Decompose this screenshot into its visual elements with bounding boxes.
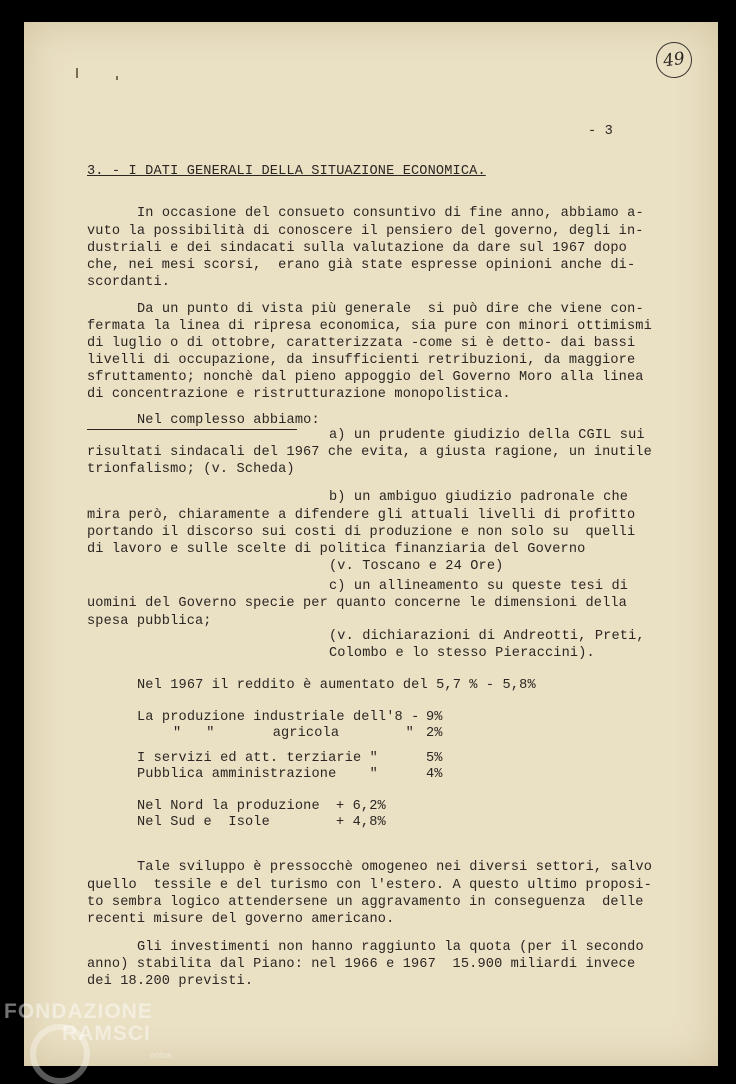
paragraph-2-line: livelli di occupazione, da insufficienti retribuzioni, da maggiore: [87, 353, 636, 368]
paragraph-4-line: Gli investimenti non hanno raggiunto la quota (per il secondo: [137, 940, 644, 955]
watermark-line-2: RAMSCI: [62, 1022, 151, 1045]
paragraph-2-line: di concentrazione e ristrutturazione monopolistica.: [87, 387, 511, 402]
stat-value: + 6,2%: [336, 799, 386, 814]
item-b-reference: (v. Toscano e 24 Ore): [329, 559, 504, 574]
paragraph-1-line: dustriali e dei sindacati sulla valutazione da dare sul 1967 dopo: [87, 241, 627, 256]
watermark-sub: onlus: [150, 1050, 172, 1060]
item-b-line: mira però, chiaramente a difendere gli attuali livelli di profitto: [87, 508, 636, 523]
paragraph-3-line: Tale sviluppo è pressocchè omogeneo nei diversi settori, salvo: [137, 860, 653, 875]
paragraph-2-line: Da un punto di vista più generale si può dire che viene con-: [137, 302, 644, 317]
stat-value: 5%: [426, 751, 443, 766]
item-c-reference: Colombo e lo stesso Pieraccini).: [329, 646, 595, 661]
stat-label: Nel Sud e Isole: [137, 815, 270, 830]
stat-value: + 4,8%: [336, 815, 386, 830]
stat-label: Pubblica amministrazione ": [137, 767, 378, 782]
stat-label: I servizi ed att. terziarie ": [137, 751, 378, 766]
item-c-lead: c) un allineamento su queste tesi di: [329, 579, 629, 594]
watermark-line-1: FONDAZIONE: [4, 1000, 153, 1023]
paragraph-4-line: dei 18.200 previsti.: [87, 974, 254, 989]
item-b-lead: b) un ambiguo giudizio padronale che: [329, 490, 629, 505]
paragraph-1-line: scordanti.: [87, 275, 171, 290]
paragraph-1-line: In occasione del consueto consuntivo di fine anno, abbiamo a-: [137, 206, 644, 221]
folio-number: 49: [654, 40, 695, 81]
item-a-lead: a) un prudente giudizio della CGIL sui: [329, 428, 645, 443]
paragraph-1-line: vuto la possibilità di conoscere il pensiero del governo, degli in-: [87, 224, 644, 239]
paragraph-4-line: anno) stabilita dal Piano: nel 1966 e 1967 15.900 miliardi invece: [87, 957, 636, 972]
item-c-line: uomini del Governo specie per quanto concerne le dimensioni della: [87, 596, 627, 611]
stat-label: La produzione industriale dell'8 -: [137, 710, 420, 725]
item-b-line: di lavoro e sulle scelte di politica finanziaria del Governo: [87, 542, 586, 557]
summary-heading-underline: [87, 429, 297, 430]
stat-value: 4%: [426, 767, 443, 782]
paragraph-2-line: sfruttamento; nonchè dal pieno appoggio del Governo Moro alla linea: [87, 370, 644, 385]
paragraph-2-line: fermata la linea di ripresa economica, sia pure con minori ottimismi: [87, 319, 652, 334]
stat-value: 2%: [426, 726, 443, 741]
margin-mark: [76, 68, 78, 78]
paragraph-2-line: di luglio o di ottobre, caratterizzata -come si è detto- dai bassi: [87, 336, 636, 351]
stat-label: " " agricola ": [173, 726, 414, 741]
margin-mark: [116, 76, 118, 80]
item-b-line: portando il discorso sui costi di produzione e non solo su quelli: [87, 525, 636, 540]
document-page: [24, 22, 718, 1066]
item-a-line: risultati sindacali del 1967 che evita, a giusta ragione, un inutile: [87, 445, 652, 460]
paragraph-3-line: to sembra logico attendersene un aggravamento in conseguenza delle: [87, 895, 644, 910]
page-number: - 3: [588, 124, 613, 139]
item-c-reference: (v. dichiarazioni di Andreotti, Preti,: [329, 629, 645, 644]
archive-watermark-logo: [4, 1000, 194, 1080]
item-a-line: trionfalismo; (v. Scheda): [87, 462, 295, 477]
paragraph-1-line: che, nei mesi scorsi, erano già state espresse opinioni anche di-: [87, 258, 636, 273]
summary-heading: Nel complesso abbiamo:: [137, 413, 320, 428]
income-growth-line: Nel 1967 il reddito è aumentato del 5,7 % - 5,8%: [137, 678, 536, 693]
stat-value: 9%: [426, 710, 443, 725]
paragraph-3-line: recenti misure del governo americano.: [87, 912, 395, 927]
paragraph-3-line: quello tessile e del turismo con l'estero. A questo ultimo proposi-: [87, 878, 652, 893]
item-c-line: spesa pubblica;: [87, 614, 212, 629]
stat-label: Nel Nord la produzione: [137, 799, 320, 814]
section-title: 3. - I DATI GENERALI DELLA SITUAZIONE ECONOMICA.: [87, 164, 486, 179]
